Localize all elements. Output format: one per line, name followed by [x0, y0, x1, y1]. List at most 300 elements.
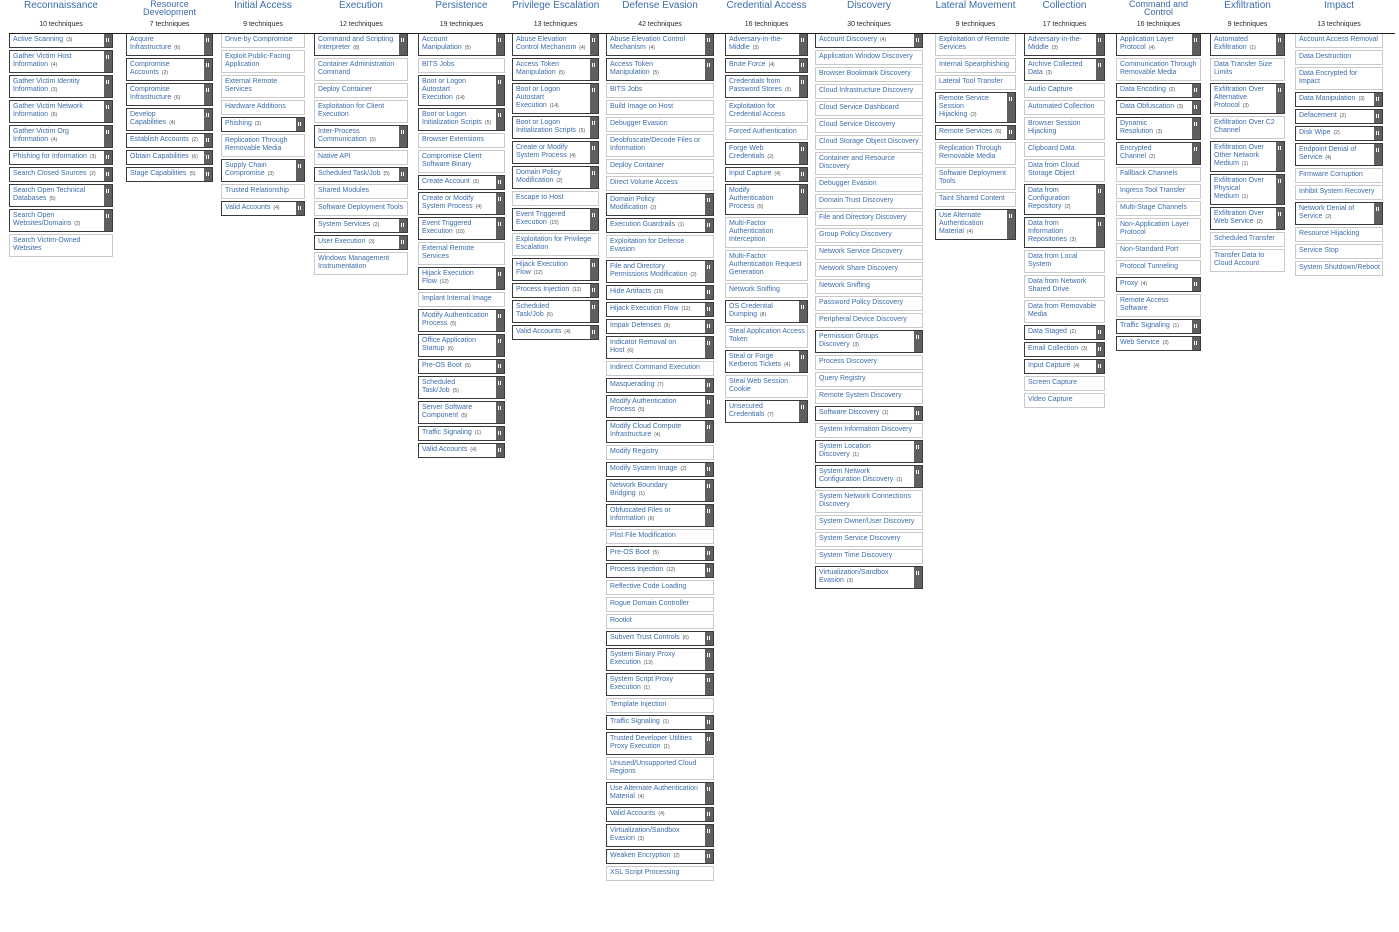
technique-name[interactable]: Exfiltration Over Other Network Medium — [1214, 144, 1264, 167]
technique-name[interactable]: Encrypted Channel — [1120, 145, 1152, 160]
technique-cell[interactable] — [725, 75, 808, 98]
expand-subtechniques-handle-icon[interactable] — [590, 209, 598, 230]
technique-name[interactable]: Scheduled Task/Job — [422, 379, 456, 394]
expand-subtechniques-handle-icon[interactable] — [1374, 203, 1382, 224]
technique-cell[interactable] — [815, 279, 923, 294]
technique-cell[interactable] — [725, 283, 808, 298]
technique-name[interactable]: Remote System Discovery — [819, 392, 902, 399]
expand-subtechniques-handle-icon[interactable] — [496, 193, 504, 214]
tactic-name[interactable]: Exfiltration — [1224, 0, 1271, 11]
technique-cell[interactable] — [815, 84, 923, 99]
technique-cell[interactable] — [1024, 100, 1105, 115]
technique-cell[interactable] — [9, 234, 113, 257]
technique-cell[interactable] — [606, 580, 714, 595]
technique-name[interactable]: Phishing for Information — [13, 153, 87, 160]
technique-name[interactable]: Resource Hijacking — [1299, 230, 1360, 237]
expand-subtechniques-handle-icon[interactable] — [705, 396, 713, 417]
technique-name[interactable]: Reflective Code Loading — [610, 583, 687, 590]
technique-name[interactable]: Rogue Domain Controller — [610, 600, 689, 607]
technique-name[interactable]: Adversary-in-the-Middle — [1028, 36, 1082, 51]
technique-cell[interactable] — [1210, 174, 1285, 205]
technique-name[interactable]: Service Stop — [1299, 247, 1339, 254]
technique-name[interactable]: Network Service Discovery — [819, 248, 903, 255]
technique-cell[interactable] — [314, 167, 408, 182]
technique-cell[interactable] — [418, 150, 505, 173]
technique-cell[interactable] — [815, 566, 923, 589]
expand-subtechniques-handle-icon[interactable] — [1096, 360, 1104, 373]
technique-name[interactable]: External Remote Services — [422, 245, 475, 260]
expand-subtechniques-handle-icon[interactable] — [705, 783, 713, 804]
expand-subtechniques-handle-icon[interactable] — [204, 59, 212, 80]
technique-name[interactable]: Valid Accounts — [225, 204, 271, 211]
technique-name[interactable]: Non-Standard Port — [1120, 246, 1179, 253]
technique-name[interactable]: Data from Local System — [1028, 253, 1078, 268]
expand-subtechniques-handle-icon[interactable] — [1276, 142, 1284, 171]
expand-subtechniques-handle-icon[interactable] — [104, 51, 112, 72]
technique-name[interactable]: System Binary Proxy Execution — [610, 651, 675, 666]
technique-cell[interactable] — [1116, 167, 1201, 182]
technique-name[interactable]: Stage Capabilities — [130, 170, 187, 177]
technique-cell[interactable] — [815, 440, 923, 463]
technique-name[interactable]: Data from Cloud Storage Object — [1028, 162, 1079, 177]
technique-cell[interactable] — [725, 300, 808, 323]
technique-name[interactable]: Data from Configuration Repository — [1028, 187, 1070, 210]
technique-name[interactable]: Account Discovery — [819, 36, 877, 43]
expand-subtechniques-handle-icon[interactable] — [705, 808, 713, 821]
technique-cell[interactable] — [221, 100, 305, 115]
technique-cell[interactable] — [1295, 227, 1383, 242]
expand-subtechniques-handle-icon[interactable] — [104, 126, 112, 147]
technique-name[interactable]: Trusted Relationship — [225, 187, 289, 194]
technique-name[interactable]: Modify Authentication Process — [610, 398, 677, 413]
technique-name[interactable]: Modify Registry — [610, 448, 659, 455]
expand-subtechniques-handle-icon[interactable] — [204, 151, 212, 164]
technique-cell[interactable] — [1210, 58, 1285, 81]
technique-cell[interactable] — [1116, 83, 1201, 98]
expand-subtechniques-handle-icon[interactable] — [496, 218, 504, 239]
expand-subtechniques-handle-icon[interactable] — [399, 219, 407, 232]
expand-subtechniques-handle-icon[interactable] — [104, 34, 112, 47]
tactic-name[interactable]: Reconnaissance — [24, 0, 98, 11]
technique-name[interactable]: Indirect Command Execution — [610, 364, 700, 371]
technique-name[interactable]: External Remote Services — [225, 78, 278, 93]
technique-name[interactable]: Phishing — [225, 120, 252, 127]
technique-cell[interactable] — [314, 33, 408, 56]
expand-subtechniques-handle-icon[interactable] — [104, 151, 112, 164]
technique-name[interactable]: Email Collection — [1028, 345, 1079, 352]
technique-cell[interactable] — [9, 100, 113, 123]
technique-name[interactable]: Web Service — [1120, 339, 1160, 346]
technique-name[interactable]: Implant Internal Image — [422, 295, 492, 302]
expand-subtechniques-handle-icon[interactable] — [799, 59, 807, 72]
technique-cell[interactable] — [9, 125, 113, 148]
technique-name[interactable]: Shared Modules — [318, 187, 369, 194]
technique-name[interactable]: Data from Removable Media — [1028, 303, 1097, 318]
technique-cell[interactable] — [606, 546, 714, 561]
expand-subtechniques-handle-icon[interactable] — [799, 76, 807, 97]
expand-subtechniques-handle-icon[interactable] — [705, 480, 713, 501]
technique-name[interactable]: Multi-Factor Authentication Request Generation — [729, 253, 802, 276]
expand-subtechniques-handle-icon[interactable] — [1276, 84, 1284, 113]
technique-cell[interactable] — [1116, 218, 1201, 241]
technique-name[interactable]: Active Scanning — [13, 36, 64, 43]
technique-cell[interactable] — [221, 50, 305, 73]
expand-subtechniques-handle-icon[interactable] — [705, 547, 713, 560]
technique-name[interactable]: Adversary-in-the-Middle — [729, 36, 783, 51]
expand-subtechniques-handle-icon[interactable] — [799, 143, 807, 164]
technique-name[interactable]: BITS Jobs — [422, 61, 455, 68]
expand-subtechniques-handle-icon[interactable] — [914, 331, 922, 352]
technique-name[interactable]: Browser Bookmark Discovery — [819, 70, 911, 77]
technique-cell[interactable] — [606, 866, 714, 881]
technique-name[interactable]: Software Deployment Tools — [939, 170, 1006, 185]
technique-name[interactable]: Firmware Corruption — [1299, 171, 1363, 178]
technique-cell[interactable] — [1024, 275, 1105, 298]
technique-name[interactable]: Data Staged — [1028, 328, 1067, 335]
technique-name[interactable]: Non-Application Layer Protocol — [1120, 221, 1189, 236]
technique-cell[interactable] — [221, 117, 305, 132]
technique-cell[interactable] — [725, 350, 808, 373]
technique-cell[interactable] — [815, 152, 923, 175]
technique-cell[interactable] — [725, 400, 808, 423]
technique-name[interactable]: Remote Services — [939, 128, 993, 135]
technique-cell[interactable] — [1024, 117, 1105, 140]
technique-name[interactable]: Acquire Infrastructure — [130, 36, 172, 51]
expand-subtechniques-handle-icon[interactable] — [705, 379, 713, 392]
technique-name[interactable]: Forced Authentication — [729, 128, 797, 135]
technique-cell[interactable] — [1295, 67, 1383, 90]
expand-subtechniques-handle-icon[interactable] — [204, 168, 212, 181]
technique-cell[interactable] — [606, 218, 714, 233]
technique-cell[interactable] — [1116, 260, 1201, 275]
technique-cell[interactable] — [418, 75, 505, 106]
expand-subtechniques-handle-icon[interactable] — [705, 421, 713, 442]
technique-cell[interactable] — [606, 117, 714, 132]
technique-cell[interactable] — [1024, 184, 1105, 215]
technique-cell[interactable] — [815, 177, 923, 192]
technique-cell[interactable] — [1210, 33, 1285, 56]
tactic-name[interactable]: Collection — [1042, 0, 1087, 11]
expand-subtechniques-handle-icon[interactable] — [705, 505, 713, 526]
technique-name[interactable]: Replication Through Removable Media — [225, 137, 288, 152]
expand-subtechniques-handle-icon[interactable] — [399, 168, 407, 181]
technique-cell[interactable] — [606, 260, 714, 283]
technique-cell[interactable] — [418, 309, 505, 332]
technique-name[interactable]: Clipboard Data — [1028, 145, 1075, 152]
technique-name[interactable]: Weaken Encryption — [610, 852, 671, 859]
expand-subtechniques-handle-icon[interactable] — [204, 134, 212, 147]
technique-cell[interactable] — [815, 423, 923, 438]
tactic-name[interactable]: Resource Development — [142, 0, 197, 17]
technique-name[interactable]: Ingress Tool Transfer — [1120, 187, 1186, 194]
expand-subtechniques-handle-icon[interactable] — [1096, 34, 1104, 55]
technique-name[interactable]: Boot or Logon Autostart Execution — [422, 78, 466, 101]
technique-name[interactable]: Create or Modify System Process — [516, 144, 568, 159]
technique-cell[interactable] — [221, 134, 305, 157]
technique-cell[interactable] — [314, 235, 408, 250]
technique-cell[interactable] — [725, 58, 808, 73]
technique-cell[interactable] — [418, 192, 505, 215]
expand-subtechniques-handle-icon[interactable] — [705, 850, 713, 863]
expand-subtechniques-handle-icon[interactable] — [705, 649, 713, 670]
technique-cell[interactable] — [606, 445, 714, 460]
technique-cell[interactable] — [1295, 109, 1383, 124]
technique-name[interactable]: Cloud Service Discovery — [819, 121, 896, 128]
technique-name[interactable]: Subvert Trust Controls — [610, 634, 680, 641]
technique-cell[interactable] — [606, 807, 714, 822]
technique-cell[interactable] — [606, 58, 714, 81]
technique-name[interactable]: Debugger Evasion — [819, 180, 877, 187]
technique-name[interactable]: Search Closed Sources — [13, 170, 87, 177]
technique-name[interactable]: System Information Discovery — [819, 426, 912, 433]
expand-subtechniques-handle-icon[interactable] — [705, 320, 713, 333]
technique-cell[interactable] — [1116, 277, 1201, 292]
expand-subtechniques-handle-icon[interactable] — [204, 34, 212, 55]
technique-name[interactable]: Disk Wipe — [1299, 129, 1331, 136]
technique-name[interactable]: Boot or Logon Autostart Execution — [516, 86, 560, 109]
technique-name[interactable]: Input Capture — [1028, 362, 1071, 369]
technique-cell[interactable] — [606, 715, 714, 730]
technique-cell[interactable] — [606, 732, 714, 755]
technique-name[interactable]: Unused/Unsupported Cloud Regions — [610, 760, 697, 775]
technique-cell[interactable] — [815, 245, 923, 260]
technique-cell[interactable] — [1295, 33, 1383, 48]
technique-cell[interactable] — [815, 296, 923, 311]
technique-cell[interactable] — [512, 208, 599, 231]
technique-name[interactable]: Access Token Manipulation — [516, 61, 560, 76]
technique-cell[interactable] — [815, 33, 923, 48]
technique-cell[interactable] — [1116, 184, 1201, 199]
technique-cell[interactable] — [512, 283, 599, 298]
technique-name[interactable]: Account Access Removal — [1299, 36, 1378, 43]
technique-cell[interactable] — [1210, 83, 1285, 114]
technique-name[interactable]: Screen Capture — [1028, 379, 1078, 386]
expand-subtechniques-handle-icon[interactable] — [104, 185, 112, 206]
technique-name[interactable]: Search Open Technical Databases — [13, 187, 86, 202]
technique-name[interactable]: Exfiltration Over Web Service — [1214, 210, 1264, 225]
technique-cell[interactable] — [606, 235, 714, 258]
technique-name[interactable]: Windows Management Instrumentation — [318, 255, 390, 270]
technique-cell[interactable] — [935, 142, 1016, 165]
technique-cell[interactable] — [418, 443, 505, 458]
technique-name[interactable]: Rootkit — [610, 617, 632, 624]
technique-cell[interactable] — [606, 462, 714, 477]
technique-name[interactable]: Inhibit System Recovery — [1299, 188, 1375, 195]
technique-name[interactable]: Deploy Container — [318, 86, 373, 93]
technique-name[interactable]: Process Discovery — [819, 358, 877, 365]
technique-name[interactable]: Exfiltration Over Physical Medium — [1214, 177, 1264, 200]
expand-subtechniques-handle-icon[interactable] — [799, 351, 807, 372]
technique-cell[interactable] — [1024, 33, 1105, 56]
technique-name[interactable]: Network Share Discovery — [819, 265, 898, 272]
technique-name[interactable]: Modify Authentication Process — [729, 187, 774, 210]
technique-name[interactable]: File and Directory Discovery — [819, 214, 907, 221]
technique-cell[interactable] — [1116, 294, 1201, 317]
expand-subtechniques-handle-icon[interactable] — [1192, 101, 1200, 114]
expand-subtechniques-handle-icon[interactable] — [1374, 110, 1382, 123]
technique-name[interactable]: Browser Session Hijacking — [1028, 120, 1081, 135]
technique-name[interactable]: Software Discovery — [819, 409, 880, 416]
technique-cell[interactable] — [9, 184, 113, 207]
expand-subtechniques-handle-icon[interactable] — [496, 268, 504, 289]
technique-name[interactable]: Network Sniffing — [819, 282, 870, 289]
technique-name[interactable]: Scheduled Transfer — [1214, 235, 1275, 242]
expand-subtechniques-handle-icon[interactable] — [1374, 144, 1382, 165]
technique-cell[interactable] — [815, 50, 923, 65]
technique-name[interactable]: Virtualization/Sandbox Evasion — [610, 827, 680, 842]
expand-subtechniques-handle-icon[interactable] — [705, 632, 713, 645]
technique-cell[interactable] — [606, 563, 714, 578]
technique-name[interactable]: Traffic Signaling — [1120, 322, 1170, 329]
technique-cell[interactable] — [606, 849, 714, 864]
technique-name[interactable]: Domain Policy Modification — [516, 169, 561, 184]
technique-name[interactable]: Query Registry — [819, 375, 866, 382]
expand-subtechniques-handle-icon[interactable] — [590, 259, 598, 280]
technique-cell[interactable] — [1295, 92, 1383, 107]
technique-cell[interactable] — [418, 292, 505, 307]
technique-cell[interactable] — [221, 201, 305, 216]
technique-name[interactable]: Modify System Image — [610, 465, 678, 472]
technique-cell[interactable] — [815, 355, 923, 370]
technique-name[interactable]: Abuse Elevation Control Mechanism — [610, 36, 686, 51]
technique-name[interactable]: Remote Service Session Hijacking — [939, 95, 989, 118]
technique-cell[interactable] — [606, 782, 714, 805]
technique-cell[interactable] — [1116, 201, 1201, 216]
technique-cell[interactable] — [1024, 142, 1105, 157]
technique-name[interactable]: Video Capture — [1028, 396, 1073, 403]
expand-subtechniques-handle-icon[interactable] — [296, 118, 304, 131]
expand-subtechniques-handle-icon[interactable] — [590, 34, 598, 55]
technique-name[interactable]: Exploitation for Defense Evasion — [610, 238, 685, 253]
technique-cell[interactable] — [314, 201, 408, 216]
expand-subtechniques-handle-icon[interactable] — [1276, 34, 1284, 55]
technique-cell[interactable] — [1295, 244, 1383, 259]
technique-name[interactable]: Compromise Infrastructure — [130, 86, 172, 101]
technique-cell[interactable] — [126, 150, 213, 165]
tactic-name[interactable]: Initial Access — [234, 0, 292, 11]
technique-cell[interactable] — [1024, 250, 1105, 273]
technique-name[interactable]: Server Software Component — [422, 404, 473, 419]
technique-cell[interactable] — [725, 167, 808, 182]
expand-subtechniques-handle-icon[interactable] — [104, 101, 112, 122]
technique-cell[interactable] — [314, 184, 408, 199]
technique-cell[interactable] — [9, 50, 113, 73]
technique-name[interactable]: Virtualization/Sandbox Evasion — [819, 569, 889, 584]
expand-subtechniques-handle-icon[interactable] — [1374, 93, 1382, 106]
technique-name[interactable]: Drive-by Compromise — [225, 36, 293, 43]
technique-cell[interactable] — [512, 258, 599, 281]
expand-subtechniques-handle-icon[interactable] — [914, 441, 922, 462]
technique-name[interactable]: Archive Collected Data — [1028, 61, 1083, 76]
technique-name[interactable]: Exfiltration Over Alternative Protocol — [1214, 86, 1264, 109]
technique-name[interactable]: Permission Groups Discovery — [819, 333, 879, 348]
tactic-name[interactable]: Discovery — [847, 0, 891, 11]
technique-name[interactable]: Unsecured Credentials — [729, 403, 765, 418]
expand-subtechniques-handle-icon[interactable] — [705, 825, 713, 846]
technique-name[interactable]: Steal or Forge Kerberos Tickets — [729, 353, 782, 368]
expand-subtechniques-handle-icon[interactable] — [705, 463, 713, 476]
technique-name[interactable]: Pre-OS Boot — [610, 549, 650, 556]
technique-cell[interactable] — [725, 125, 808, 140]
technique-cell[interactable] — [815, 67, 923, 82]
technique-cell[interactable] — [606, 83, 714, 98]
technique-name[interactable]: Modify Authentication Process — [422, 312, 489, 327]
technique-name[interactable]: Exploitation for Privilege Escalation — [516, 236, 592, 251]
technique-cell[interactable] — [418, 426, 505, 441]
expand-subtechniques-handle-icon[interactable] — [799, 301, 807, 322]
technique-cell[interactable] — [815, 228, 923, 243]
technique-cell[interactable] — [606, 285, 714, 300]
technique-name[interactable]: Group Policy Discovery — [819, 231, 892, 238]
technique-cell[interactable] — [815, 118, 923, 133]
expand-subtechniques-handle-icon[interactable] — [799, 401, 807, 422]
technique-name[interactable]: Plist File Modification — [610, 532, 676, 539]
technique-cell[interactable] — [935, 58, 1016, 73]
technique-name[interactable]: Traffic Signaling — [422, 429, 472, 436]
technique-cell[interactable] — [1024, 359, 1105, 374]
technique-name[interactable]: Deploy Container — [610, 162, 665, 169]
expand-subtechniques-handle-icon[interactable] — [914, 466, 922, 487]
expand-subtechniques-handle-icon[interactable] — [590, 167, 598, 188]
technique-cell[interactable] — [314, 125, 408, 148]
tactic-name[interactable]: Persistence — [435, 0, 488, 11]
technique-cell[interactable] — [221, 159, 305, 182]
expand-subtechniques-handle-icon[interactable] — [1276, 175, 1284, 204]
expand-subtechniques-handle-icon[interactable] — [496, 335, 504, 356]
expand-subtechniques-handle-icon[interactable] — [590, 142, 598, 163]
expand-subtechniques-handle-icon[interactable] — [705, 674, 713, 695]
technique-name[interactable]: Event Triggered Execution — [422, 220, 472, 235]
technique-cell[interactable] — [9, 150, 113, 165]
technique-name[interactable]: Valid Accounts — [516, 328, 562, 335]
technique-cell[interactable] — [418, 217, 505, 240]
technique-cell[interactable] — [815, 211, 923, 226]
expand-subtechniques-handle-icon[interactable] — [104, 76, 112, 97]
technique-cell[interactable] — [606, 176, 714, 191]
technique-cell[interactable] — [815, 372, 923, 387]
technique-cell[interactable] — [221, 75, 305, 98]
technique-cell[interactable] — [725, 184, 808, 215]
technique-name[interactable]: Software Deployment Tools — [318, 204, 404, 211]
technique-name[interactable]: Hardware Additions — [225, 103, 286, 110]
expand-subtechniques-handle-icon[interactable] — [590, 84, 598, 113]
technique-cell[interactable] — [935, 167, 1016, 190]
technique-name[interactable]: Automated Collection — [1028, 103, 1095, 110]
technique-cell[interactable] — [606, 193, 714, 216]
technique-name[interactable]: Data from Information Repositories — [1028, 220, 1067, 243]
technique-name[interactable]: Valid Accounts — [422, 446, 468, 453]
technique-cell[interactable] — [606, 378, 714, 393]
technique-cell[interactable] — [1295, 126, 1383, 141]
technique-name[interactable]: Automated Exfiltration — [1214, 36, 1248, 51]
technique-name[interactable]: Boot or Logon Initialization Scripts — [422, 111, 482, 126]
technique-cell[interactable] — [815, 262, 923, 277]
technique-name[interactable]: Escape to Host — [516, 194, 564, 201]
technique-cell[interactable] — [606, 302, 714, 317]
expand-subtechniques-handle-icon[interactable] — [1192, 34, 1200, 55]
technique-cell[interactable] — [606, 134, 714, 157]
technique-name[interactable]: Modify Cloud Compute Infrastructure — [610, 423, 682, 438]
technique-name[interactable]: Scheduled Task/Job — [318, 170, 381, 177]
technique-name[interactable]: Data Destruction — [1299, 53, 1352, 60]
technique-cell[interactable] — [512, 300, 599, 323]
technique-name[interactable]: Container Administration Command — [318, 61, 395, 76]
technique-name[interactable]: Exploitation of Remote Services — [939, 36, 1010, 51]
technique-name[interactable]: Exploitation for Client Execution — [318, 103, 385, 118]
technique-cell[interactable] — [418, 267, 505, 290]
expand-subtechniques-handle-icon[interactable] — [296, 202, 304, 215]
technique-cell[interactable] — [314, 100, 408, 123]
